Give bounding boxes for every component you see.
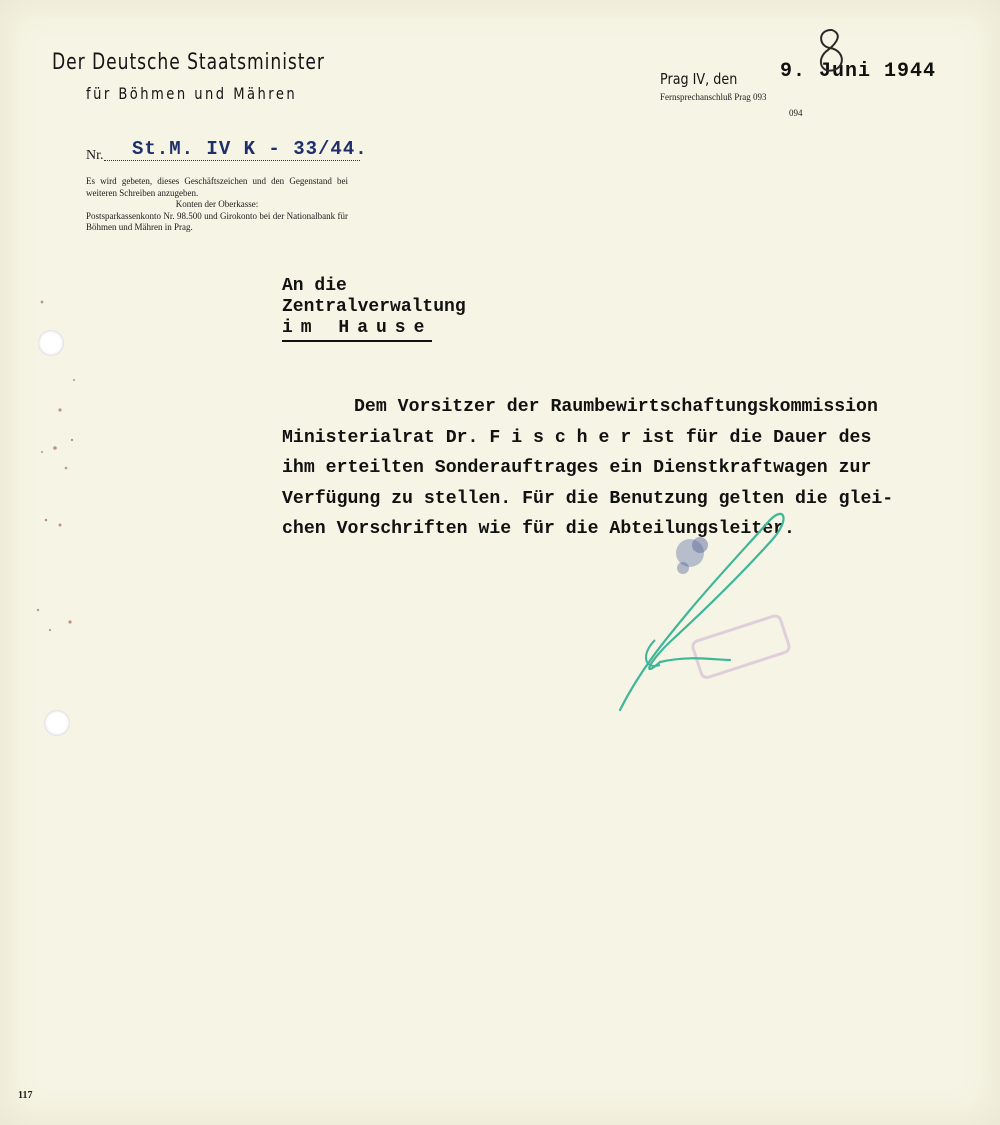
letterhead-subtitle: für Böhmen und Mähren — [86, 84, 298, 103]
notice-accounts-heading: Konten der Oberkasse: — [175, 199, 259, 209]
reference-number: St.M. IV K - 33/44. — [132, 138, 368, 160]
address-line-2: Zentralverwaltung — [282, 297, 466, 317]
phone-extension: 094 — [789, 108, 803, 118]
body-line-1: Dem Vorsitzer der Raumbewirtschaftungskommission — [354, 397, 878, 417]
faded-stamp — [691, 614, 790, 679]
handwritten-correction-8 — [821, 30, 842, 71]
place-label: Prag IV, den — [660, 70, 738, 88]
body-line-2: Ministerialrat Dr. F i s c h e r ist für die Dauer des — [282, 427, 872, 448]
body-line-4: Verfügung zu stellen. Für die Benutzung gelten die glei- — [282, 488, 894, 509]
notice-text: Es wird gebeten, dieses Geschäftszeichen und den Gegenstand bei weiteren Schreiben anzugeben. — [86, 176, 348, 198]
ink-stamp — [676, 537, 708, 574]
page-number: 117 — [18, 1090, 33, 1101]
body-line-3: ihm erteilten Sonderauftrages ein Dienstkraftwagen zur — [282, 458, 872, 478]
body-line-5: chen Vorschriften wie für die Abteilungsleiter. — [282, 519, 795, 539]
notice-accounts: Postsparkassenkonto Nr. 98.500 und Girokonto bei der Nationalbank für Böhmen und Mähren in Prag. — [86, 210, 348, 232]
reference-label: Nr. — [86, 148, 104, 163]
paper-stains — [37, 301, 75, 632]
phone-line: Fernsprechanschluß Prag 093 — [660, 92, 767, 102]
letter-date: 9. Juni 1944 — [780, 60, 937, 83]
address-line-1: An die — [282, 276, 347, 296]
address-line-3: im Hause — [282, 318, 432, 342]
letterhead-title: Der Deutsche Staatsminister — [52, 50, 325, 75]
